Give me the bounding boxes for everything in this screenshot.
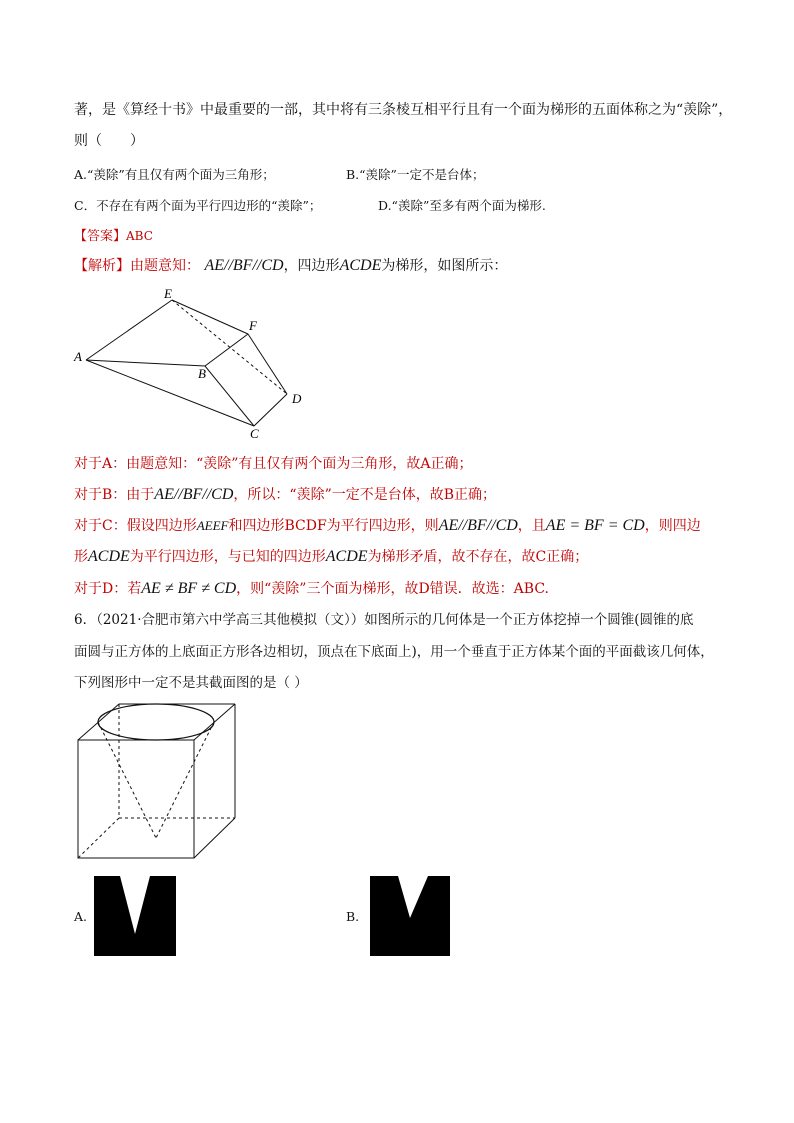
item-d-text2: ，则“羡除”三个面为梯形，故D错误．故选：ABC. [236, 581, 549, 597]
item-c-text7: 为梯形矛盾，故不存在，故C正确； [367, 549, 589, 565]
label-b: B [198, 366, 206, 381]
q5-item-a: 对于A：由题意知：“羡除”有且仅有两个面为三角形，故A正确； [74, 456, 473, 472]
answer-tag: 【答案】 [74, 229, 127, 244]
q6-stem-line2: 面圆与正方体的上底面正方形各边相切，顶点在下底面上)，用一个垂直于正方体某个面的平面截该几何体， [74, 644, 714, 660]
analysis-math-parallel: AE//BF//CD [204, 257, 284, 274]
q6-option-a-shape [94, 876, 176, 956]
cube-hidden-left-bottom [78, 818, 119, 858]
analysis-text2: ，四边形 [283, 258, 340, 274]
item-c-text2: 和四边形BCDF为平行四边形，则 [228, 518, 439, 534]
item-c-math2: AE//BF//CD [438, 517, 518, 534]
q5-option-c: C．不存在有两个面为平行四边形的“羡除”； [74, 198, 322, 213]
q5-stem-line1: 著，是《算经十书》中最重要的一部，其中将有三条棱互相平行且有一个面为梯形的五面体称之为“羡除”， [74, 102, 733, 118]
q5-option-b: B.“羡除”一定不是台体； [346, 167, 485, 182]
analysis-text1: 由题意知： [130, 258, 200, 274]
q6-stem-line3: 下列图形中一定不是其截面图的是（ ） [74, 675, 308, 691]
item-d-math: AE ≠ BF ≠ CD [141, 580, 237, 597]
item-b-text2: ，所以：“羡除”一定不是台体，故B正确； [233, 487, 497, 503]
label-f: F [249, 318, 257, 333]
item-c-math3: AE = BF = CD [545, 517, 645, 534]
q6-stem-line1: 6．（2021·合肥市第六中学高三其他模拟（文））如图所示的几何体是一个正方体挖掉一个圆锥(圆锥的底 [74, 612, 694, 628]
q5-option-d: D.“羡除”至多有两个面为梯形. [378, 198, 546, 213]
item-c-text5: 形 [74, 549, 88, 565]
q6-option-b-shape [370, 876, 450, 956]
q5-option-a: A.“羡除”有且仅有两个面为三角形； [74, 167, 275, 182]
q6-option-a-label: A. [74, 909, 88, 924]
item-c-text4: ，则四边 [644, 518, 701, 534]
item-c-text6: 为平行四边形，与已知的四边形 [129, 549, 326, 565]
item-c-text1: 对于C：假设四边形 [74, 518, 197, 534]
answer-value: ABC [126, 229, 153, 243]
q5-stem-line2: 则（ ） [74, 133, 144, 149]
item-c-text3: ，且 [517, 518, 546, 534]
item-c-math1: AEEF [196, 518, 229, 533]
q6-option-b-label: B. [346, 909, 360, 924]
label-d: D [292, 391, 302, 406]
analysis-math-acde: ACDE [339, 257, 382, 274]
label-c: C [250, 426, 259, 441]
analysis-text3: 为梯形，如图所示： [381, 258, 508, 274]
cone-base-ellipse [98, 704, 214, 740]
item-c-math5: ACDE [325, 548, 368, 565]
item-b-math: AE//BF//CD [154, 486, 234, 503]
label-e: E [164, 286, 172, 301]
label-a: A [74, 349, 82, 364]
cube-right-bottom [194, 818, 235, 858]
item-b-text1: 对于B：由于 [74, 487, 155, 503]
item-d-text1: 对于D：若 [74, 581, 142, 597]
item-c-math4: ACDE [88, 548, 130, 565]
analysis-tag: 【解析】 [74, 258, 130, 274]
